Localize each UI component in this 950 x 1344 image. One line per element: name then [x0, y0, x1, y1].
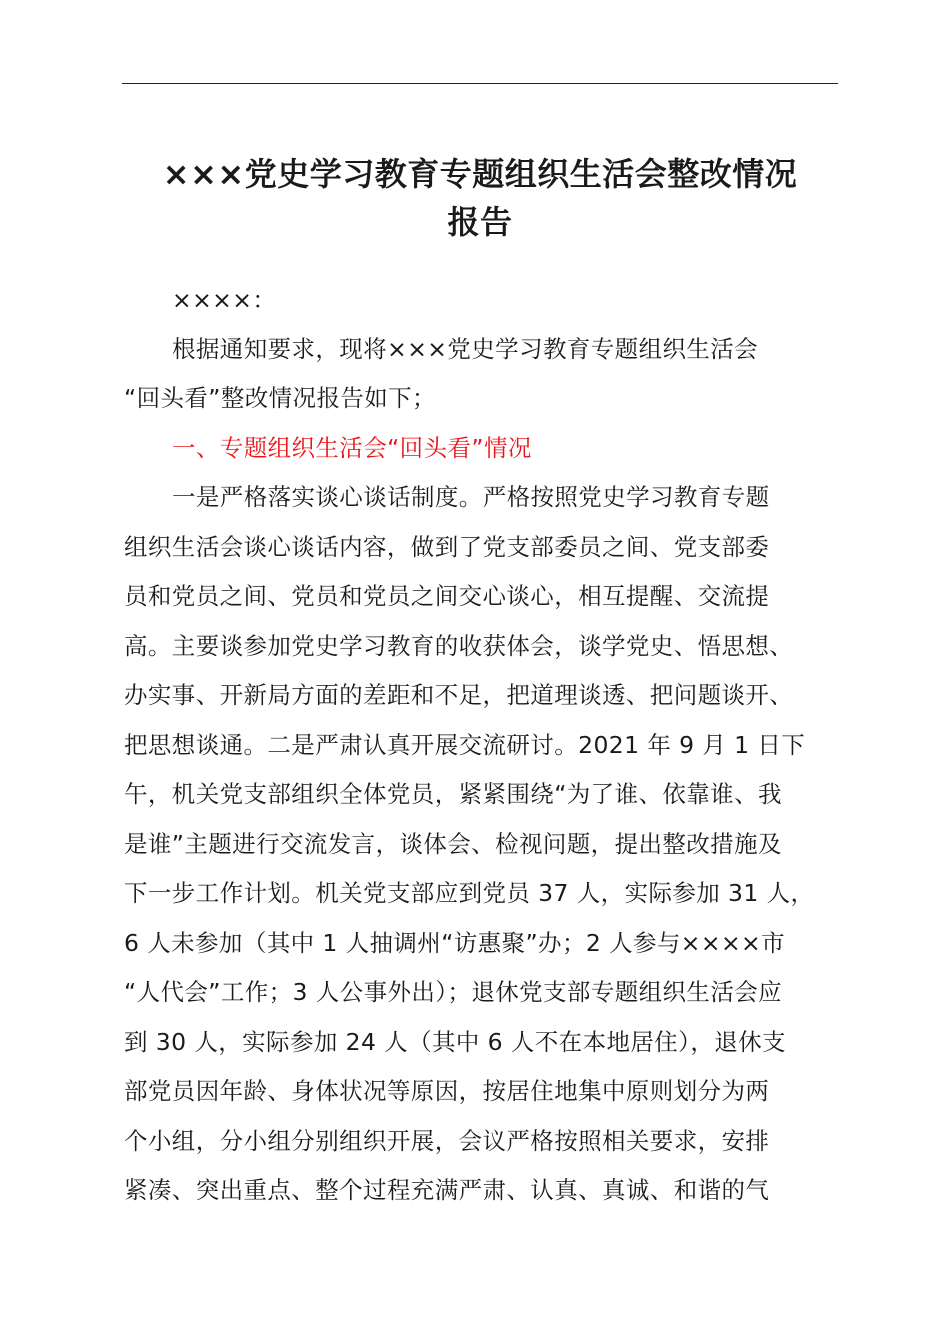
- body-line: 6 人未参加（其中 1 人抽调州“访惠聚”办；2 人参与××××市: [124, 929, 786, 957]
- intro-line-2: “回头看”整改情况报告如下；: [124, 384, 436, 412]
- body-line: 员和党员之间、党员和党员之间交心谈心，相互提醒、交流提: [124, 582, 770, 610]
- body-line: 下一步工作计划。机关党支部应到党员 37 人，实际参加 31 人，: [124, 879, 815, 907]
- body-line: 午，机关党支部组织全体党员，紧紧围绕“为了谁、依靠谁、我: [124, 780, 782, 808]
- body-line: “人代会”工作；3 人公事外出）；退休党支部专题组织生活会应: [124, 978, 783, 1006]
- section-heading: 一、专题组织生活会“回头看”情况: [172, 434, 532, 462]
- body-line: 到 30 人，实际参加 24 人（其中 6 人不在本地居住），退休支: [124, 1028, 786, 1056]
- document-title-line-1: ×××党史学习教育专题组织生活会整改情况: [162, 155, 798, 193]
- body-line: 把思想谈通。二是严肃认真开展交流研讨。2021 年 9 月 1 日下: [124, 731, 806, 759]
- body-line: 办实事、开新局方面的差距和不足，把道理谈透、把问题谈开、: [124, 681, 794, 709]
- intro-line-1: 根据通知要求，现将×××党史学习教育专题组织生活会: [172, 335, 759, 363]
- body-line: 紧凑、突出重点、整个过程充满严肃、认真、真诚、和谐的气: [124, 1176, 770, 1204]
- document-title-line-2: 报告: [447, 203, 513, 241]
- salutation: ××××：: [172, 286, 277, 314]
- body-line: 高。主要谈参加党史学习教育的收获体会，谈学党史、悟思想、: [124, 632, 794, 660]
- body-line: 个小组，分小组分别组织开展，会议严格按照相关要求，安排: [124, 1127, 770, 1155]
- body-line: 是谁”主题进行交流发言，谈体会、检视问题，提出整改措施及: [124, 830, 782, 858]
- header-rule: [122, 83, 838, 84]
- body-line: 部党员因年龄、身体状况等原因，按居住地集中原则划分为两: [124, 1077, 770, 1105]
- body-line: 一是严格落实谈心谈话制度。严格按照党史学习教育专题: [172, 483, 770, 511]
- body-line: 组织生活会谈心谈话内容，做到了党支部委员之间、党支部委: [124, 533, 770, 561]
